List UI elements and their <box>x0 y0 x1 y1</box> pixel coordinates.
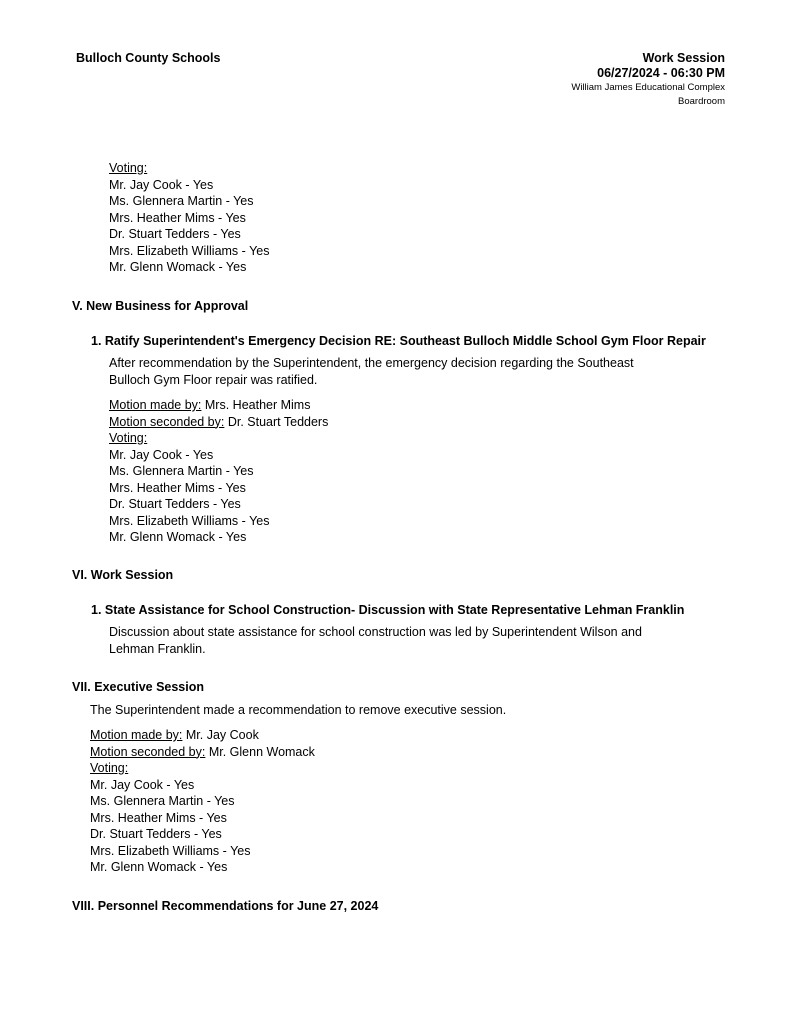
motion-made-line <box>109 397 328 414</box>
voting-label: Voting: <box>109 431 148 445</box>
organization-name: Bulloch County Schools <box>76 51 221 65</box>
meeting-datetime: 06/27/2024 - 06:30 PM <box>597 66 725 80</box>
vote-line: Mrs. Heather Mims - Yes <box>109 210 246 225</box>
vote-line: Mr. Glenn Womack - Yes <box>109 260 247 274</box>
description-line: The Superintendent made a recommendation to remove executive session. <box>90 703 507 717</box>
meeting-info <box>571 51 725 109</box>
vote-line: Mrs. Heather Mims - Yes <box>90 810 227 825</box>
section-vi-description <box>109 624 642 657</box>
voting-label: Voting: <box>109 161 148 175</box>
vote-line: Mrs. Elizabeth Williams - Yes <box>90 843 251 858</box>
description-line: Bulloch Gym Floor repair was ratified. <box>109 372 318 387</box>
description-line: Discussion about state assistance for school construction was led by Superintendent Wilson and <box>109 625 642 639</box>
vote-line: Ms. Glennera Martin - Yes <box>109 194 254 208</box>
description-line: Lehman Franklin. <box>109 641 206 656</box>
motion-seconded-label: Motion seconded by: <box>90 744 206 759</box>
section-viii-heading: VIII. Personnel Recommendations for June 27, 2024 <box>72 899 379 913</box>
section-vii-heading: VII. Executive Session <box>72 680 205 694</box>
vote-line: Dr. Stuart Tedders - Yes <box>109 497 241 511</box>
previous-item-voting <box>109 160 269 276</box>
motion-made-line <box>90 727 315 744</box>
vote-line: Dr. Stuart Tedders - Yes <box>109 227 241 241</box>
motion-made-label: Motion made by: <box>109 398 202 412</box>
section-v-motion <box>109 397 328 546</box>
section-vi-heading: VI. Work Session <box>72 568 174 582</box>
vote-line: Mr. Glenn Womack - Yes <box>90 860 228 874</box>
motion-made-value: Mr. Jay Cook <box>182 728 259 742</box>
vote-line: Mrs. Elizabeth Williams - Yes <box>109 243 270 258</box>
motion-seconded-value: Dr. Stuart Tedders <box>224 414 329 429</box>
vote-line: Ms. Glennera Martin - Yes <box>90 794 235 808</box>
motion-seconded-line <box>90 744 315 761</box>
section-v-description <box>109 355 634 388</box>
meeting-room: Boardroom <box>678 96 725 107</box>
motion-seconded-value: Mr. Glenn Womack <box>205 744 315 759</box>
section-vi-item-heading: 1. State Assistance for School Construction- Discussion with State Representative Lehman Franklin <box>91 603 685 617</box>
section-v-heading: V. New Business for Approval <box>72 299 249 313</box>
description-line: After recommendation by the Superintendent, the emergency decision regarding the Southeast <box>109 356 634 370</box>
vote-line: Mr. Jay Cook - Yes <box>109 447 214 462</box>
motion-made-label: Motion made by: <box>90 728 183 742</box>
vote-line: Mr. Jay Cook - Yes <box>109 177 214 192</box>
section-vii-motion <box>90 727 315 876</box>
vote-line: Mrs. Elizabeth Williams - Yes <box>109 513 270 528</box>
section-vii-description <box>90 702 506 719</box>
motion-seconded-label: Motion seconded by: <box>109 414 225 429</box>
vote-line: Mr. Glenn Womack - Yes <box>109 530 247 544</box>
motion-seconded-line <box>109 414 328 431</box>
vote-line: Mrs. Heather Mims - Yes <box>109 480 246 495</box>
vote-line: Ms. Glennera Martin - Yes <box>109 464 254 478</box>
motion-made-value: Mrs. Heather Mims <box>201 398 311 412</box>
vote-line: Mr. Jay Cook - Yes <box>90 777 195 792</box>
vote-line: Dr. Stuart Tedders - Yes <box>90 827 222 841</box>
meeting-location: William James Educational Complex <box>571 82 725 93</box>
meeting-type: Work Session <box>642 51 725 65</box>
section-v-item-heading: 1. Ratify Superintendent's Emergency Decision RE: Southeast Bulloch Middle School Gym Floor Repair <box>91 334 706 348</box>
voting-label: Voting: <box>90 761 129 775</box>
